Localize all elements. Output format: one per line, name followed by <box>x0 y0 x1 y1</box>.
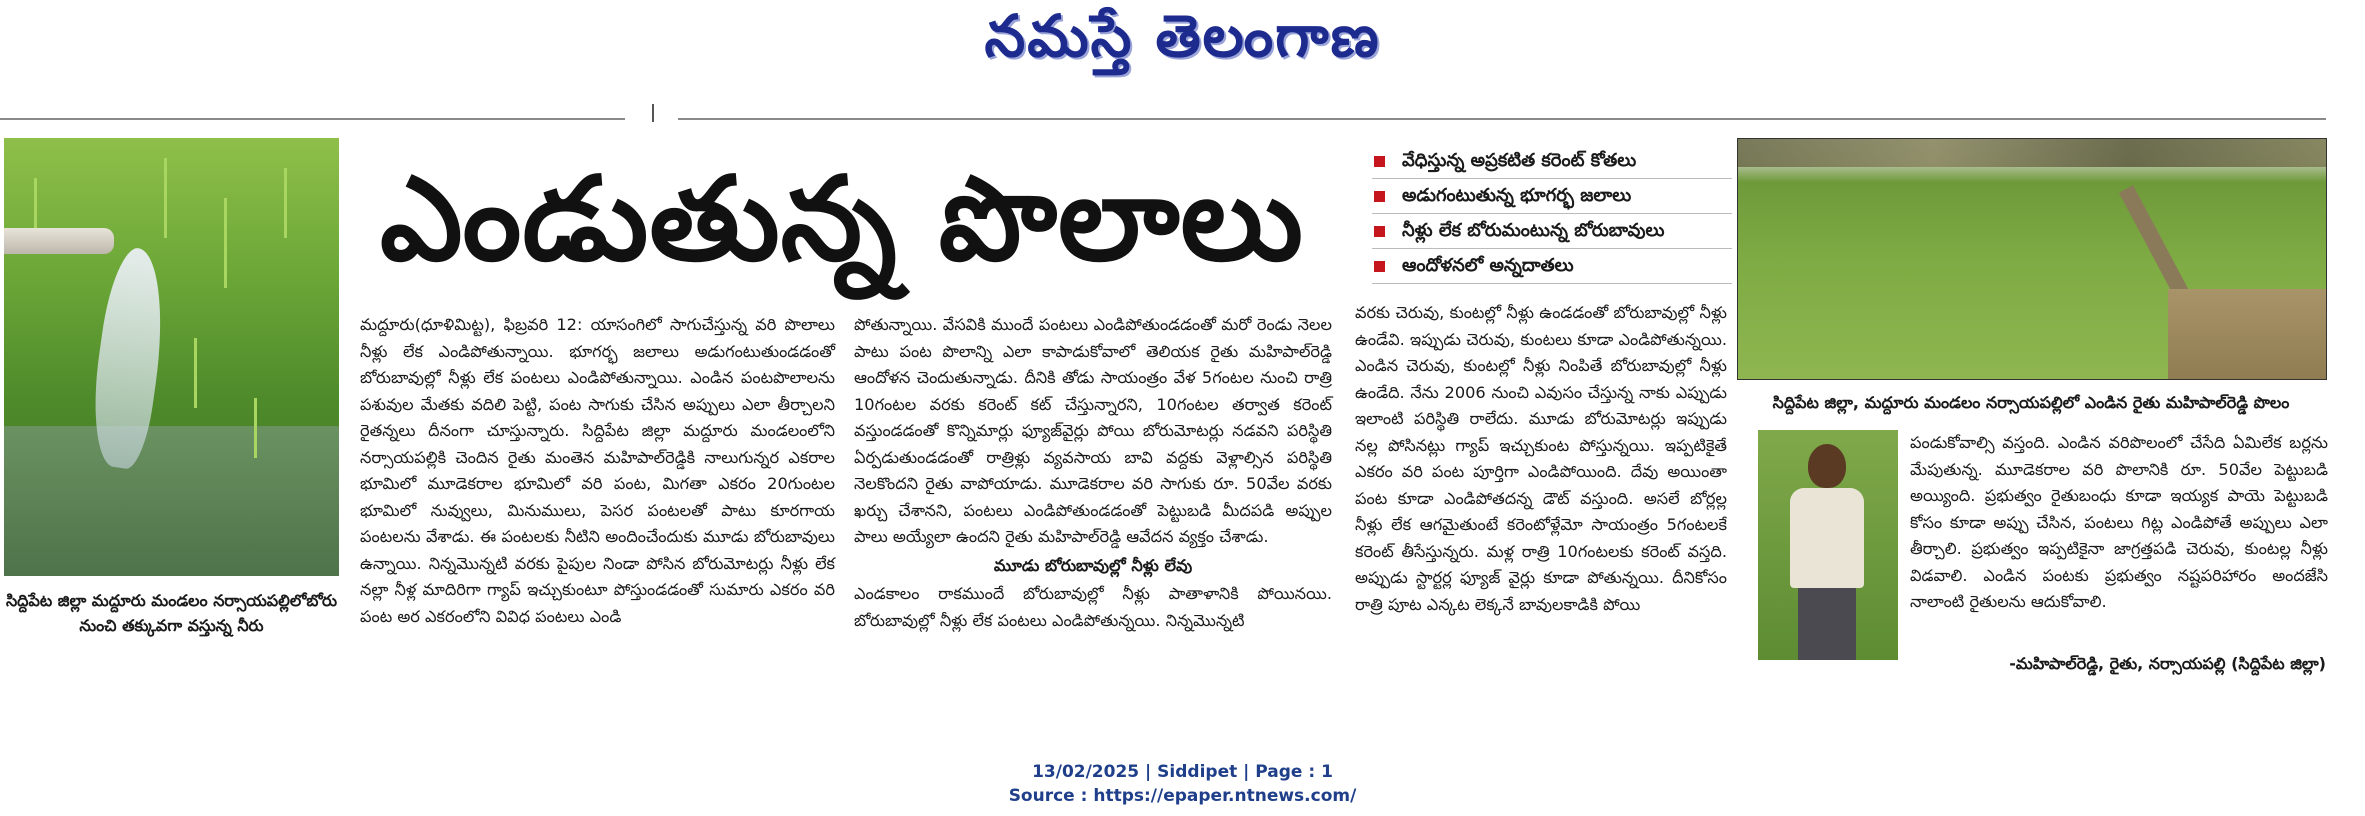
article-column-1 <box>360 312 835 630</box>
article-column-4 <box>1910 430 2328 616</box>
footer-edition: 13/02/2025 | Siddipet | Page : 1 <box>1032 762 1333 782</box>
quote-attribution: -మహిపాల్‌రెడ్డి, రైతు, నర్సాయపల్లి (సిద్దిపేట జిల్లా) <box>2009 654 2326 673</box>
photo-farmer <box>1758 430 1898 660</box>
header-rule-left <box>0 118 625 120</box>
bullet-square-icon <box>1374 261 1385 272</box>
footer-source[interactable]: Source : https://epaper.ntnews.com/ <box>1008 786 1357 806</box>
masthead-title: నమస్తే తెలంగాణ <box>984 2 1381 70</box>
header-rule-right <box>678 118 2326 120</box>
bullet-item: నీళ్లు లేక బోరుమంటున్న బోరుబావులు <box>1372 214 1732 249</box>
photo-treeline <box>1738 139 2326 167</box>
caption-left: సిద్దిపేట జిల్లా మద్దూరు మండలం నర్సాయపల్లిలోబోరు నుంచి తక్కువగా వస్తున్న నీరు <box>5 591 338 635</box>
photo-pond <box>4 426 339 576</box>
farmer-head <box>1808 444 1846 488</box>
highlight-bullets <box>1372 144 1732 284</box>
farmer-trousers <box>1798 588 1856 660</box>
column-1-text: మద్దూరు(ధూళిమిట్ట), ఫిబ్రవరి 12: యాసంగిలో సాగుచేస్తున్న వరి పొలాలు నీళ్లు లేక ఎండిపోతున్నాయి. భూగర్భ జలాలు అడుగంటుతుండడంతో బోరుబావుల్లో నీళ్లు లేక పంటలు ఎండిపోతున్నాయి. ఎండిన పంటపొలాలను పశువుల మేతకు వదిలి పెట్టి, పంట సాగుకు చేసిన అప్పులు ఎలా తీర్చాలని రైతన్నలు దీనంగా చూస్తున్నారు. సిద్దిపేట జిల్లా మద్దూరు మండలంలోని నర్సాయపల్లికి చెందిన రైతు మంతెన మహిపాల్‌రెడ్డికి నాలుగున్నర ఎకరాల భూమిలో మూడెకరాల భూమిలో వరి పంట, మిగతా ఎకరం 20గుంటల భూమిలో నువ్వులు, మినుములు, పెసర పంటలతో పాటు కూరగాయ పంటలను వేశాడు. ఈ పంటలకు నీటిని అందించేందుకు మూడు బోరుబావులు ఉన్నాయి. నిన్నమొన్నటి వరకు పైపుల నిండా పోసిన బోరుమోటర్లు నీళ్లు లేక నల్లా నీళ్ల మాదిరిగా గ్యాప్ ఇచ్చుకుంటూ పోస్తుండడంతో సుమారు ఎకరం వరి పంట అర ఎకరంలోని వివిధ పంటలు ఎండి <box>360 315 835 626</box>
article-column-3 <box>1355 300 1727 618</box>
header-rule-divider <box>652 104 654 122</box>
column-2-text: పోతున్నాయి. వేసవికి ముందే పంటలు ఎండిపోతుండడంతో మరో రెండు నెలల పాటు పంట పొలాన్ని ఎలా కాపాడుకోవాలో తెలియక రైతు మహిపాల్‌రెడ్డి ఆందోళన చెందుతున్నాడు. దీనికి తోడు సాయంత్రం వేళ 5గంటల నుంచి రాత్రి 10గంటల వరకు కరెంట్ కట్ చేస్తున్నారని, 10గంటల తర్వాత కరెంట్ వస్తుండడంతో కొన్నిమార్లు ఫ్యూజ్‌వైర్లు పోయి బోరుమోటర్లు నడవని పరిస్థితి ఏర్పడుతుండడంతో రాత్రిళ్లు వ్యవసాయ బావి వద్దకు వెళ్లాల్సిన పరిస్థితి నెలకొందని రైతు వాపోయాడు. మూడెకరాల వరి సాగుకు రూ. 50వేల వరకు ఖర్చు చేశానని, పంటలు ఎండిపోతుండడంతో పెట్టుబడి మీదపడి అప్పుల పాలు అయ్యేలా ఉందని రైతు మహిపాల్‌రెడ్డి ఆవేదన వ్యక్తం చేశాడు. <box>854 315 1332 546</box>
column-4-text: పండుకోవాల్సి వస్తంది. ఎండిన వరిపొలంలో చేసేది ఏమిలేక బర్లను మేపుతున్న. మూడెకరాల వరి పొలానికి రూ. 50వేల పెట్టుబడి అయ్యింది. ప్రభుత్వం రైతుబంధు కూడా ఇయ్యక పాయె పెట్టుబడి కోసం కూడా అప్పు చేసిన, పంటలు గిట్ల ఎండిపోతే అప్పులు ఎలా తీర్చాలి. ప్రభుత్వం ఇప్పటికైనా జాగ్రత్తపడి చెరువు, కుంటల్ల నీళ్లు విడవాలి. ఎండిన పంటకు ప్రభుత్వం నష్టపరిహారం అందజేసి నాలాంటి రైతులను ఆదుకోవాలి. <box>1910 433 2328 611</box>
article-column-2 <box>854 312 1332 634</box>
pipe-icon <box>4 228 114 254</box>
bullet-square-icon <box>1374 191 1385 202</box>
bullet-square-icon <box>1374 226 1385 237</box>
photo-dried-field <box>1737 138 2327 380</box>
bullet-item: అడుగంటుతున్న భూగర్భ జలాలు <box>1372 179 1732 214</box>
photo-borewell-water <box>4 138 339 576</box>
column-3-text: వరకు చెరువు, కుంటల్లో నీళ్లు ఉండడంతో బోరుబావుల్లో నీళ్లు ఉండేవి. ఇప్పుడు చెరువు, కుంటలు కూడా ఎండిపోతున్నయి. ఎండిన చెరువు, కుంటల్లో నీళ్లు నింపితే బోరుబావుల్లో నీళ్లు ఉండేది. నేను 2006 నుంచి ఎవుసం చేస్తున్న నాకు ఎప్పుడు ఇలాంటి పరిస్థితి రాలేదు. మూడు బోరుమోటర్లు ఇప్పుడు నల్ల పోసినట్లు గ్యాప్ ఇచ్చుకుంట పోస్తున్నయి. ఇప్పటికైతే ఎకరం వరి పంట పూర్తిగా ఎండిపోయింది. దేవు అయింతా పంట కూడా ఎండిపోతదన్న డౌట్ వస్తుంది. అసలే బోర్లల్ల నీళ్లు లేక ఆగమైతుంటే కరెంటోళ్లేమో సాయంత్రం 5గంటలకే కరెంట్ తీసేస్తున్నరు. మళ్ల రాత్రి 10గంటలకు కరెంట్ వస్తది. అప్పుడు స్టార్టర్ల ఫ్యూజ్ వైర్లు కూడా పోతున్నయి. దీనికోసం రాత్రి పూట ఎన్కట లెక్కనే బావులకాడికి పోయి <box>1355 303 1727 614</box>
caption-right: సిద్దిపేట జిల్లా, మద్దూరు మండలం నర్సాయపల్లిలో ఎండిన రైతు మహిపాల్‌రెడ్డి పొలం <box>1772 393 2290 412</box>
masthead <box>0 0 2365 80</box>
farmer-shirt <box>1790 488 1864 588</box>
article-headline: ఎండుతున్న పొలాలు <box>380 152 1304 287</box>
bullet-item: వేధిస్తున్న అప్రకటిత కరెంట్ కోతలు <box>1372 144 1732 179</box>
bullet-square-icon <box>1374 156 1385 167</box>
bullet-item: ఆందోళనలో అన్నదాతలు <box>1372 249 1732 284</box>
photo-dry-patch <box>2168 289 2327 380</box>
column-2-tail: ఎండకాలం రాకముందే బోరుబావుల్లో నీళ్లు పాతాళానికి పోయినయి. బోరుబావుల్లో నీళ్లు లేక పంటలు ఎండిపోతున్నయి. నిన్నమొన్నటి <box>854 584 1332 630</box>
column-2-subhead: మూడు బోరుబావుల్లో నీళ్లు లేవు <box>993 555 1193 575</box>
